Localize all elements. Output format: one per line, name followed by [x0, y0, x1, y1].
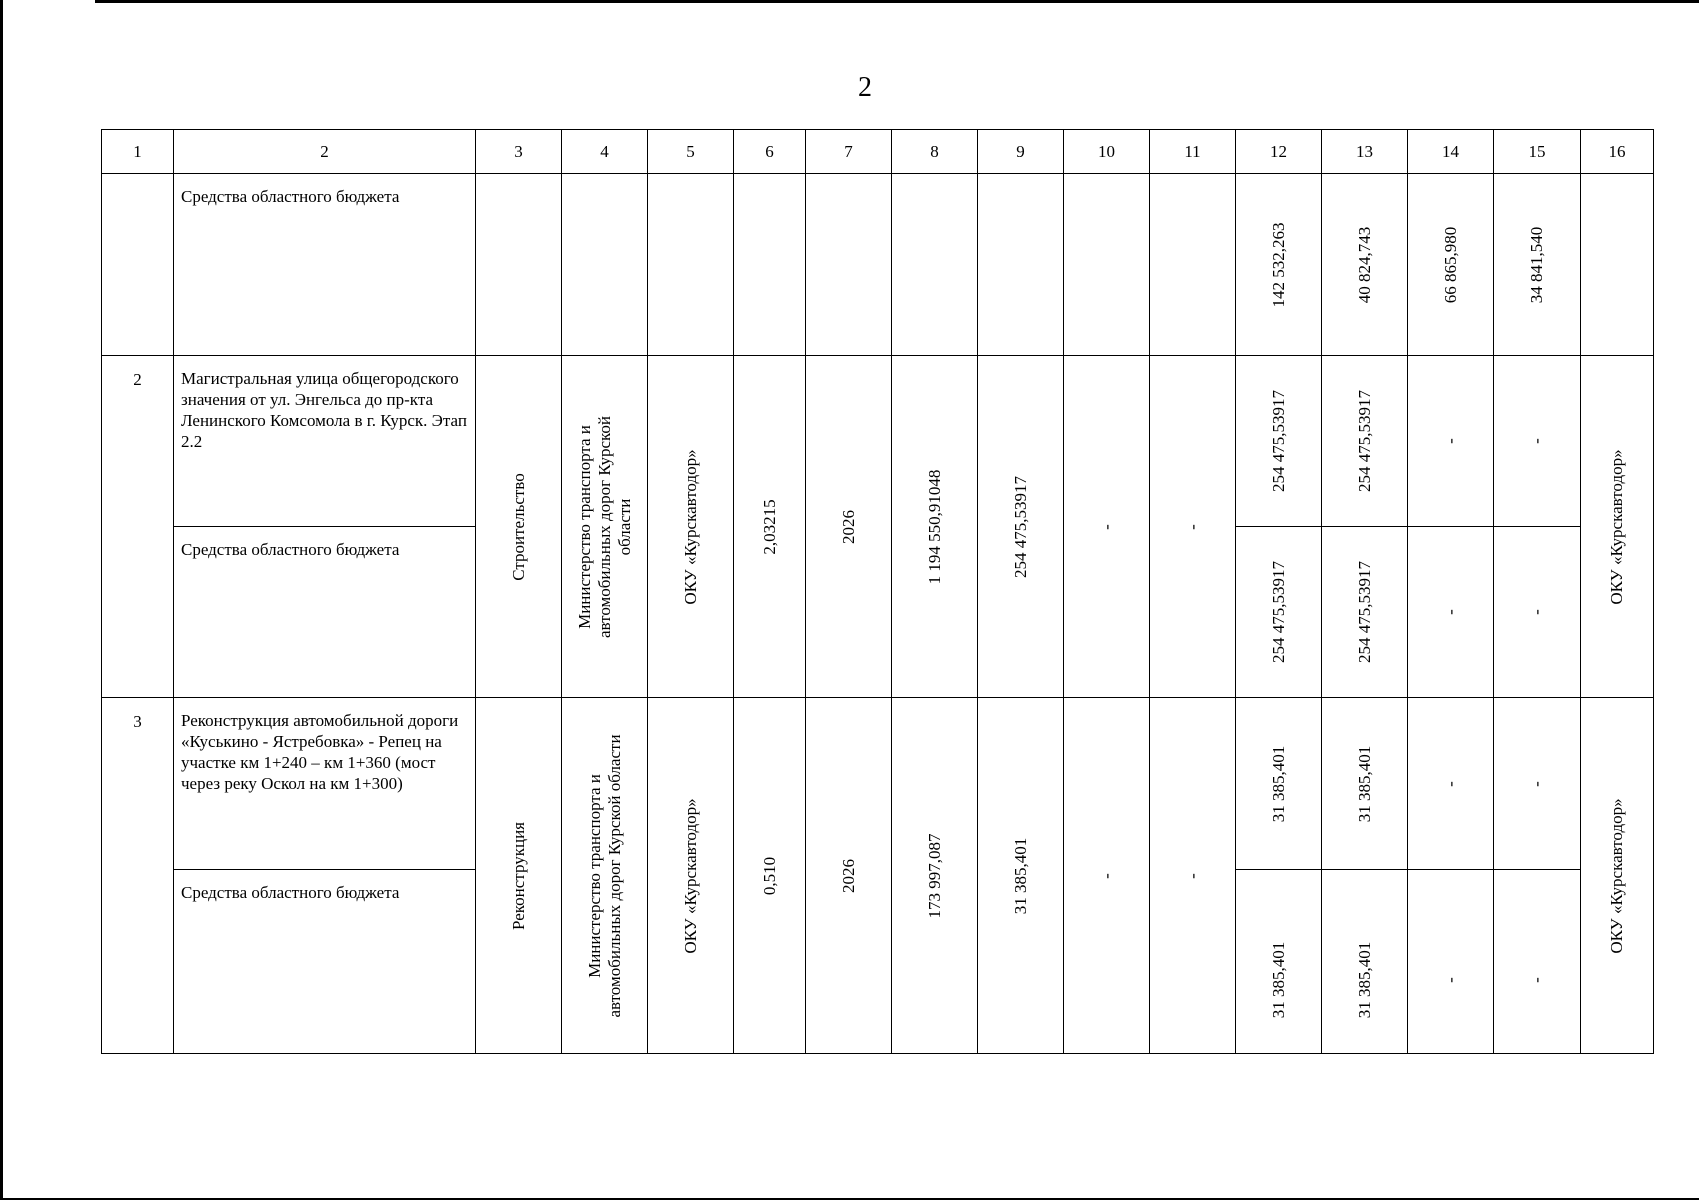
row-number: 2 — [102, 356, 174, 698]
ministry: Министерство транспорта и автомобильных дорог Курской области — [584, 733, 624, 1018]
amount-cell — [1150, 698, 1236, 1054]
amount-value: - — [1527, 976, 1546, 983]
amount-value: - — [1527, 438, 1546, 444]
amount-cell — [1322, 870, 1408, 1054]
header-cell: 13 — [1322, 130, 1408, 174]
year-cell — [806, 356, 892, 698]
header-cell: 11 — [1150, 130, 1236, 174]
header-cell: 16 — [1581, 130, 1654, 174]
header-cell: 10 — [1064, 130, 1150, 174]
amount-value: 31 385,401 — [1354, 941, 1374, 1019]
length-cell — [734, 698, 806, 1054]
amount-value: 31 385,401 — [1268, 745, 1288, 822]
amount-value: 142 532,263 — [1268, 222, 1288, 307]
amount-cell — [1408, 870, 1494, 1054]
header-row — [102, 130, 1654, 174]
amount-cell — [1236, 698, 1322, 870]
header-cell: 14 — [1408, 130, 1494, 174]
amount-value: - — [1440, 438, 1460, 444]
amount-cell — [1064, 356, 1150, 698]
funding-source: Средства областного бюджета — [174, 174, 476, 356]
scan-border-left — [0, 0, 3, 1200]
row-number: 3 — [102, 698, 174, 1054]
ministry-cell — [562, 698, 648, 1054]
header-cell: 5 — [648, 130, 734, 174]
amount-value: 254 475,53917 — [1268, 561, 1288, 663]
amount-cell — [1494, 356, 1581, 527]
cost: 1 194 550,91048 — [924, 469, 944, 584]
amount-cell — [1408, 698, 1494, 870]
amount-value: - — [1440, 609, 1460, 615]
amount-cell — [1322, 698, 1408, 870]
object-name: Магистральная улица общегородского значения от ул. Энгельса до пр-кта Ленинского Комсомола в г. Курск. Этап 2.2 — [174, 356, 476, 527]
cost-cell — [892, 698, 978, 1054]
header-cell: 9 — [978, 130, 1064, 174]
header-cell: 6 — [734, 130, 806, 174]
header-cell: 12 — [1236, 130, 1322, 174]
amount-cell — [1494, 870, 1581, 1054]
amount-value: 31 385,401 — [1268, 941, 1288, 1019]
amount-cell — [1408, 174, 1494, 356]
work-type-cell — [476, 356, 562, 698]
object-name: Реконструкция автомобильной дороги «Куськино - Ястребовка» - Репец на участке км 1+240 – км 1+360 (мост через реку Оскол на км 1+300) — [174, 698, 476, 870]
length-cell — [734, 356, 806, 698]
executor: ОКУ «Курскавтодор» — [1607, 797, 1626, 954]
amount-cell — [978, 356, 1064, 698]
header-cell: 15 — [1494, 130, 1581, 174]
header-cell: 1 — [102, 130, 174, 174]
amount-cell — [1494, 527, 1581, 698]
funding-source: Средства областного бюджета — [174, 870, 476, 1054]
budget-table — [101, 129, 1654, 1054]
amount-value: 31 385,401 — [1354, 745, 1374, 822]
amount-cell — [1322, 356, 1408, 527]
header-cell: 8 — [892, 130, 978, 174]
table-row — [102, 698, 1654, 870]
amount-value: 34 841,540 — [1527, 226, 1546, 303]
amount-value: 254 475,53917 — [1010, 475, 1030, 578]
cost-cell — [892, 356, 978, 698]
year: 2026 — [838, 509, 858, 544]
amount-cell — [1322, 174, 1408, 356]
amount-cell — [1236, 870, 1322, 1054]
amount-value: 66 865,980 — [1440, 226, 1460, 303]
amount-value: - — [1096, 872, 1116, 879]
amount-value: - — [1527, 780, 1546, 787]
header-cell: 3 — [476, 130, 562, 174]
amount-cell — [1494, 174, 1581, 356]
amount-value: 254 475,53917 — [1354, 561, 1374, 663]
amount-value: 31 385,401 — [1010, 837, 1030, 914]
amount-cell — [1064, 698, 1150, 1054]
amount-value: 254 475,53917 — [1268, 390, 1288, 492]
ministry-cell — [562, 356, 648, 698]
amount-cell — [1150, 356, 1236, 698]
amount-value: - — [1440, 976, 1460, 983]
executor-cell — [648, 698, 734, 1054]
amount-cell — [1494, 698, 1581, 870]
executor-cell — [1581, 698, 1654, 1054]
work-type-cell — [476, 698, 562, 1054]
executor-cell — [1581, 356, 1654, 698]
amount-cell — [1408, 527, 1494, 698]
header-cell: 7 — [806, 130, 892, 174]
amount-cell — [1322, 527, 1408, 698]
amount-cell — [1236, 527, 1322, 698]
header-cell: 2 — [174, 130, 476, 174]
cost: 173 997,087 — [924, 833, 944, 918]
year-cell — [806, 698, 892, 1054]
amount-cell — [1408, 356, 1494, 527]
executor-cell — [648, 356, 734, 698]
executor: ОКУ «Курскавтодор» — [680, 448, 700, 605]
scan-border-top — [95, 0, 1699, 3]
amount-value: - — [1096, 523, 1116, 530]
executor: ОКУ «Курскавтодор» — [680, 797, 700, 954]
executor: ОКУ «Курскавтодор» — [1607, 448, 1626, 605]
table-row — [102, 356, 1654, 527]
carry-row — [102, 174, 1654, 356]
amount-value: 254 475,53917 — [1354, 390, 1374, 492]
year: 2026 — [838, 858, 858, 893]
funding-source: Средства областного бюджета — [174, 527, 476, 698]
header-cell: 4 — [562, 130, 648, 174]
length: 0,510 — [759, 856, 779, 895]
amount-value: - — [1182, 872, 1202, 879]
work-type: Строительство — [508, 472, 528, 581]
amount-value: - — [1527, 609, 1546, 615]
ministry: Министерство транспорта и автомобильных дорог Курской области — [574, 415, 634, 638]
length: 2,03215 — [759, 498, 779, 555]
amount-value: - — [1182, 523, 1202, 530]
amount-value: - — [1440, 780, 1460, 787]
amount-cell — [1236, 174, 1322, 356]
work-type: Реконструкция — [508, 821, 528, 930]
amount-cell — [978, 698, 1064, 1054]
page-number: 2 — [858, 72, 872, 103]
amount-cell — [1236, 356, 1322, 527]
amount-value: 40 824,743 — [1354, 226, 1374, 303]
